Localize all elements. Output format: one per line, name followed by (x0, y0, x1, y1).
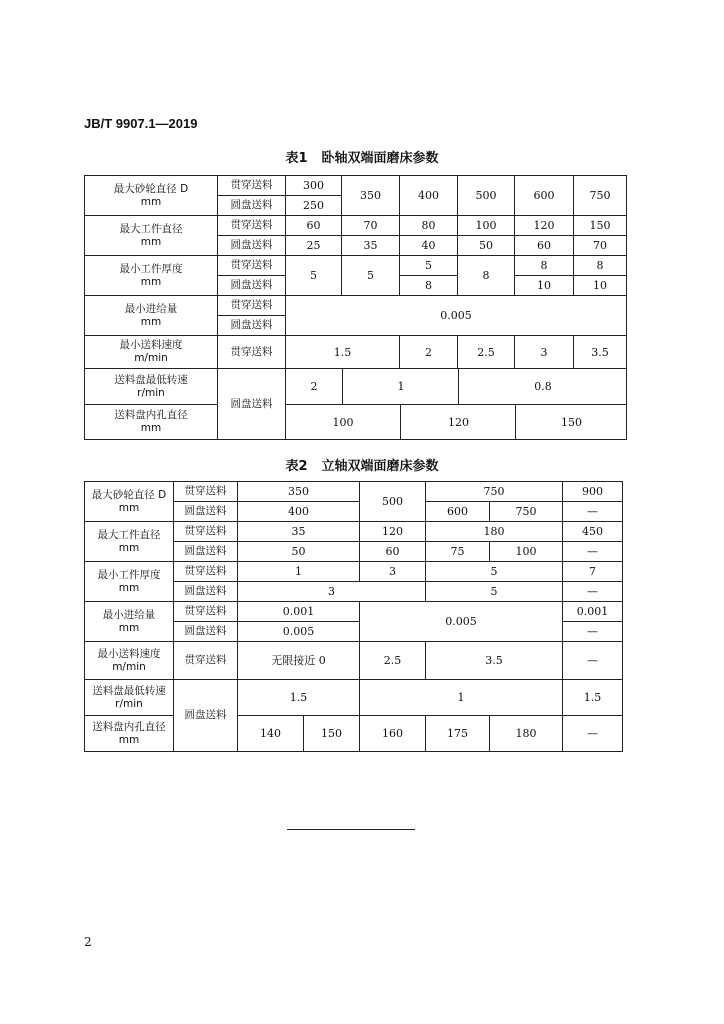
feed-mode-through: 贯穿送料 (218, 336, 286, 369)
feed-mode-disc: 圆盘送料 (174, 622, 238, 642)
table1-row (85, 176, 627, 196)
table-cell: 500 (360, 482, 426, 522)
table-cell: 70 (574, 236, 627, 256)
table-cell: 8 (574, 256, 627, 276)
table2-param-min-feed: 最小进给量 mm (85, 602, 174, 642)
table-cell: 175 (426, 716, 490, 752)
table-cell: 400 (400, 176, 458, 216)
table-cell: 120 (515, 216, 574, 236)
table-cell: 8 (400, 276, 458, 296)
table1-param-wheel: 最大砂轮直径 D mm (85, 176, 218, 216)
table-cell: 1.5 (286, 336, 400, 369)
table-cell: 0.005 (360, 602, 563, 642)
table-cell: 0.001 (563, 602, 623, 622)
table-cell: 0.005 (286, 296, 627, 336)
feed-mode-through: 贯穿送料 (174, 522, 238, 542)
table-cell: — (563, 642, 623, 680)
table2-caption (0, 455, 724, 474)
table2-param-thickness: 最小工件厚度 mm (85, 562, 174, 602)
table2-param-min-speed: 最小送料速度 m/min (85, 642, 174, 680)
table-cell: 100 (490, 542, 563, 562)
table-cell: 1 (360, 680, 563, 716)
table-cell: 750 (574, 176, 627, 216)
table-cell: — (563, 716, 623, 752)
feed-mode-disc: 圆盘送料 (174, 582, 238, 602)
table2 (84, 481, 623, 752)
table2-caption-title: 立轴双端面磨床参数 (321, 459, 439, 474)
table-cell: 1.5 (563, 680, 623, 716)
table-cell: 2 (400, 336, 458, 369)
table2-row (85, 562, 623, 582)
feed-mode-disc: 圆盘送料 (218, 276, 286, 296)
table-cell: 1 (342, 369, 459, 404)
table2-param-work-diameter: 最大工件直径 mm (85, 522, 174, 562)
table2-row (85, 482, 623, 502)
table-cell: 500 (458, 176, 515, 216)
feed-mode-through: 贯穿送料 (218, 176, 286, 196)
table-cell: 150 (574, 216, 627, 236)
table-cell: 10 (515, 276, 574, 296)
table1-row (85, 296, 627, 316)
table-cell: 8 (458, 256, 515, 296)
table-cell: 100 (332, 415, 354, 429)
table-cell: — (563, 542, 623, 562)
table-cell: 1 (238, 562, 360, 582)
feed-mode-disc: 圆盘送料 (218, 196, 286, 216)
feed-mode-through: 贯穿送料 (218, 216, 286, 236)
table-cell: 1.5 (238, 680, 360, 716)
table-cell: 50 (458, 236, 515, 256)
table1-row (85, 256, 627, 276)
table-cell: 3.5 (426, 642, 563, 680)
table-cell: 35 (238, 522, 360, 542)
table-cell: 50 (238, 542, 360, 562)
feed-mode-through: 贯穿送料 (174, 642, 238, 680)
table-cell: 140 (238, 716, 304, 752)
table-cell: 40 (400, 236, 458, 256)
table1 (84, 175, 627, 440)
table-cell: 5 (400, 256, 458, 276)
table-cell: 300 (286, 176, 342, 196)
table-cell: 80 (400, 216, 458, 236)
table-cell: 180 (490, 716, 563, 752)
table-cell: 8 (515, 256, 574, 276)
table-cell: 250 (286, 196, 342, 216)
end-rule (287, 829, 415, 830)
table-cell: 0.001 (238, 602, 360, 622)
table-cell: 2.5 (360, 642, 426, 680)
table2-row (85, 716, 623, 752)
table-cell: 70 (342, 216, 400, 236)
table-cell: 0.005 (238, 622, 360, 642)
table-cell: 160 (360, 716, 426, 752)
table2-caption-number: 表2 (285, 459, 308, 474)
feed-mode-disc: 圆盘送料 (174, 502, 238, 522)
feed-mode-through: 贯穿送料 (174, 602, 238, 622)
table1-param-thickness: 最小工件厚度 mm (85, 256, 218, 296)
table1-param-hole: 送料盘内孔直径 (114, 409, 188, 421)
feed-mode-disc: 圆盘送料 (174, 680, 238, 752)
table-cell: 350 (238, 482, 360, 502)
table1-param-rpm: 送料盘最低转速 (114, 373, 188, 386)
table-cell: 无限接近 0 (238, 642, 360, 680)
table-cell: 350 (342, 176, 400, 216)
table1-param-rpm-unit: r/min (137, 386, 165, 399)
table-cell: 120 (360, 522, 426, 542)
table-cell: 450 (563, 522, 623, 542)
table2-row (85, 522, 623, 542)
feed-mode-disc: 圆盘送料 (218, 369, 286, 440)
table-cell: 3 (360, 562, 426, 582)
table1-row (85, 369, 627, 440)
table1-caption (0, 147, 724, 166)
table-cell: 400 (238, 502, 360, 522)
table-cell: 3 (515, 336, 574, 369)
table2-param-hole: 送料盘内孔直径 mm (85, 716, 174, 752)
table-cell: 5 (342, 256, 400, 296)
table-cell: 35 (342, 236, 400, 256)
table-cell: 600 (426, 502, 490, 522)
feed-mode-through: 贯穿送料 (218, 256, 286, 276)
table-cell: 0.8 (458, 369, 627, 404)
table1-param-work-diameter: 最大工件直径 mm (85, 216, 218, 256)
table-cell: 5 (426, 582, 563, 602)
table-cell: 60 (360, 542, 426, 562)
table-cell: 3 (238, 582, 426, 602)
table2-row (85, 680, 623, 716)
feed-mode-through: 贯穿送料 (174, 482, 238, 502)
table-cell: 2.5 (458, 336, 515, 369)
table1-row (85, 336, 627, 369)
table1-caption-number: 表1 (285, 151, 308, 166)
feed-mode-through: 贯穿送料 (218, 296, 286, 316)
table-cell: 10 (574, 276, 627, 296)
table2-param-rpm: 送料盘最低转速 r/min (85, 680, 174, 716)
table1-param-min-speed: 最小送料速度 m/min (85, 336, 218, 369)
table-cell: 60 (515, 236, 574, 256)
table1-param-min-feed: 最小进给量 mm (85, 296, 218, 336)
table1-caption-title: 卧轴双端面磨床参数 (321, 151, 439, 166)
table-cell: 5 (426, 562, 563, 582)
table2-row (85, 602, 623, 622)
table-cell: 900 (563, 482, 623, 502)
table-cell: 3.5 (574, 336, 627, 369)
table-cell: 75 (426, 542, 490, 562)
feed-mode-disc: 圆盘送料 (218, 236, 286, 256)
table-cell: — (563, 582, 623, 602)
table-cell: 150 (515, 405, 627, 439)
feed-mode-through: 贯穿送料 (174, 562, 238, 582)
table1-param-rpm-hole (85, 369, 218, 440)
table-cell: — (563, 502, 623, 522)
table-cell: 750 (490, 502, 563, 522)
table1-row (85, 216, 627, 236)
feed-mode-disc: 圆盘送料 (174, 542, 238, 562)
table-cell: — (563, 622, 623, 642)
table-cell: 180 (426, 522, 563, 542)
feed-mode-disc: 圆盘送料 (218, 316, 286, 336)
table-cell: 100 (458, 216, 515, 236)
table-cell: 600 (515, 176, 574, 216)
table1-param-hole-unit: mm (140, 422, 162, 434)
table-cell: 5 (286, 256, 342, 296)
document-code: JB/T 9907.1—2019 (84, 116, 198, 131)
table-cell: 7 (563, 562, 623, 582)
table-cell: 150 (304, 716, 360, 752)
table-cell: 60 (286, 216, 342, 236)
table-cell: 120 (400, 405, 516, 439)
table-cell: 750 (426, 482, 563, 502)
table1-rpm-hole-values (286, 369, 627, 440)
table2-param-wheel: 最大砂轮直径 D mm (85, 482, 174, 522)
table-cell: 2 (310, 380, 318, 393)
table2-row (85, 642, 623, 680)
page-number: 2 (84, 935, 92, 949)
table-cell: 25 (286, 236, 342, 256)
